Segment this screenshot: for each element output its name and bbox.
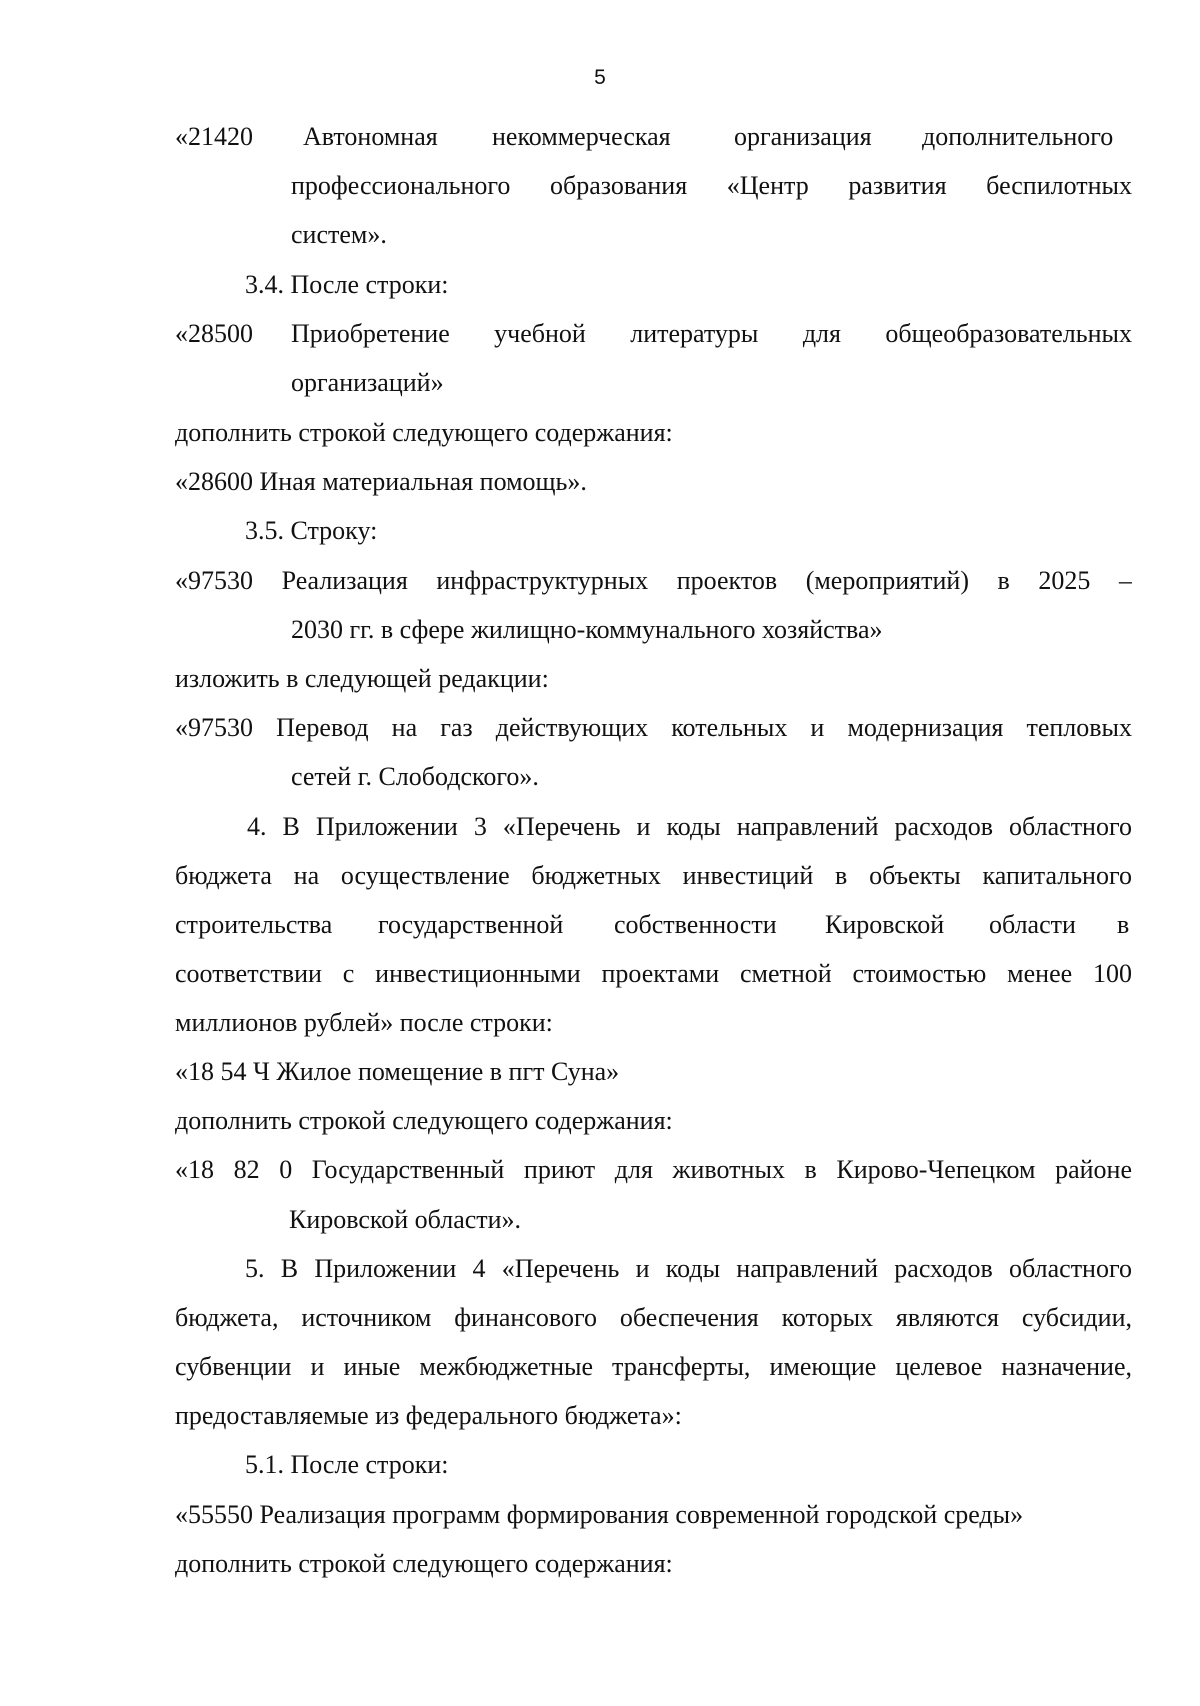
item-4-line-3-word-2: государственной — [378, 910, 564, 939]
item-4-line-1: 4. В Приложении 3 «Перечень и коды направлений расходов областного — [247, 812, 1132, 841]
block1-word-3: организация — [734, 122, 872, 151]
item-4-line-3-word-3: собственности — [614, 910, 777, 939]
item-4-line-2: бюджета на осуществление бюджетных инвестиций в объекты капитального — [175, 861, 1132, 890]
item-5-line-2: бюджета, источником финансового обеспечения которых являются субсидии, — [175, 1303, 1132, 1332]
block1-word-4: дополнительного — [922, 122, 1114, 151]
item-4-line-3-word-1: строительства — [175, 910, 333, 939]
item-4-line-5: миллионов рублей» после строки: — [175, 1008, 553, 1037]
block4-line-1: «97530 Перевод на газ действующих котельных и модернизация тепловых — [175, 713, 1132, 742]
entry-code-28500: «28500 — [175, 319, 253, 348]
item-5-1-heading: 5.1. После строки: — [245, 1450, 449, 1479]
block5-line: «18 54 Ч Жилое помещение в пгт Суна» — [175, 1057, 620, 1086]
edit-instruction: изложить в следующей редакции: — [175, 664, 549, 693]
block2-line-2: организаций» — [291, 368, 444, 397]
item-3-5-heading: 3.5. Строку: — [245, 516, 378, 545]
block6-line-1: «18 82 0 Государственный приют для животных в Кирово-Чепецком районе — [175, 1155, 1132, 1184]
supplement-instruction-2: дополнить строкой следующего содержания: — [175, 1106, 673, 1135]
block3-line-2: 2030 гг. в сфере жилищно-коммунального хозяйства» — [291, 615, 883, 644]
item-4-line-3-word-4: Кировской — [825, 910, 945, 939]
block4-line-2: сетей г. Слободского». — [291, 762, 539, 791]
item-3-4-heading: 3.4. После строки: — [245, 270, 449, 299]
block3-line-1: «97530 Реализация инфраструктурных проектов (мероприятий) в 2025 – — [175, 566, 1132, 595]
item-5-line-3: субвенции и иные межбюджетные трансферты, имеющие целевое назначение, — [175, 1352, 1132, 1381]
page-number: 5 — [594, 66, 606, 89]
entry-code-21420: «21420 — [175, 122, 253, 151]
block1-word-2: некоммерческая — [492, 122, 671, 151]
block1-line-2: профессионального образования «Центр развития беспилотных — [291, 171, 1132, 200]
item-5-line-1: 5. В Приложении 4 «Перечень и коды направлений расходов областного — [245, 1254, 1132, 1283]
block7-line: «55550 Реализация программ формирования современной городской среды» — [175, 1500, 1024, 1529]
item-4-line-3-word-6: в — [1117, 910, 1130, 939]
supplement-instruction-1: дополнить строкой следующего содержания: — [175, 418, 673, 447]
new-line-28600: «28600 Иная материальная помощь». — [175, 467, 587, 496]
block1-word-1: Автономная — [303, 122, 438, 151]
block6-line-2: Кировской области». — [289, 1205, 522, 1234]
block2-line-1: Приобретение учебной литературы для общеобразовательных — [291, 319, 1132, 348]
block1-line-3: систем». — [291, 220, 387, 249]
item-4-line-3-word-5: области — [989, 910, 1076, 939]
item-4-line-4: соответствии с инвестиционными проектами сметной стоимостью менее 100 — [175, 959, 1132, 988]
supplement-instruction-3: дополнить строкой следующего содержания: — [175, 1549, 673, 1578]
item-5-line-4: предоставляемые из федерального бюджета»: — [175, 1401, 682, 1430]
